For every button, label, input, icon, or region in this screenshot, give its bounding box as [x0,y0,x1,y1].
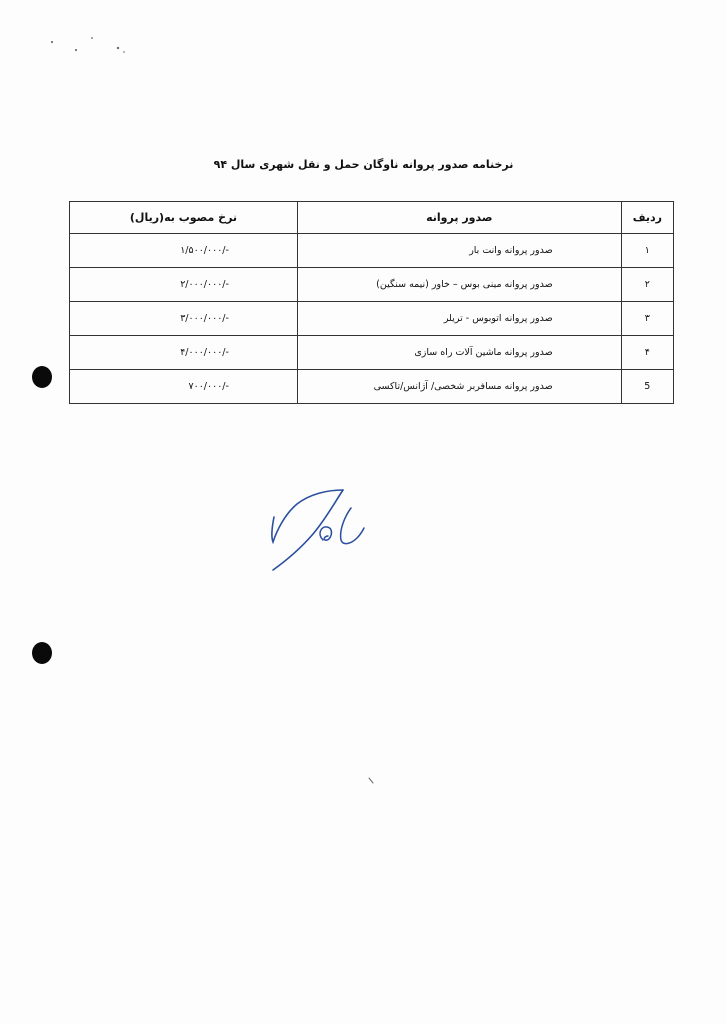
row-rate-cell [70,234,298,268]
header-description: صدور پروانه [297,202,621,234]
ink-mark [368,770,376,789]
scan-corner-marks [48,30,138,64]
row-rate-cell [70,302,298,336]
table-row [70,370,674,404]
header-row-number: ردیف [621,202,673,234]
row-rate: ۱/۵۰۰/۰۰۰/- [180,245,229,256]
fee-table [69,201,674,404]
punch-hole-top [32,366,52,388]
row-rate: ۲/۰۰۰/۰۰۰/- [180,279,229,290]
signature [265,482,375,581]
row-rate-cell [70,268,298,302]
punch-hole-bottom [32,642,52,664]
row-number: ۳ [621,302,673,336]
row-description: صدور پروانه مینی بوس – خاور (نیمه سنگین) [297,268,621,302]
header-rate: نرخ مصوب به(ریال) [70,202,298,234]
row-description: صدور پروانه وانت بار [297,234,621,268]
row-rate: ۳/۰۰۰/۰۰۰/- [180,313,229,324]
table-header-row [70,202,674,234]
row-number: ۱ [621,234,673,268]
row-rate-cell [70,336,298,370]
row-number: 5 [621,370,673,404]
row-description: صدور پروانه مسافربر شخصی/ آژانس/تاکسی [297,370,621,404]
table-row [70,302,674,336]
row-number: ۴ [621,336,673,370]
row-description: صدور پروانه ماشین آلات راه سازی [297,336,621,370]
row-rate: ۷۰۰/۰۰۰/- [188,381,229,392]
row-description: صدور پروانه اتوبوس - تریلر [297,302,621,336]
table-row [70,234,674,268]
row-rate: ۴/۰۰۰/۰۰۰/- [180,347,229,358]
page-title: نرخنامه صدور پروانه ناوگان حمل و نقل شهری سال ۹۴ [213,158,514,171]
row-number: ۲ [621,268,673,302]
row-rate-cell [70,370,298,404]
table-row [70,268,674,302]
table-row [70,336,674,370]
